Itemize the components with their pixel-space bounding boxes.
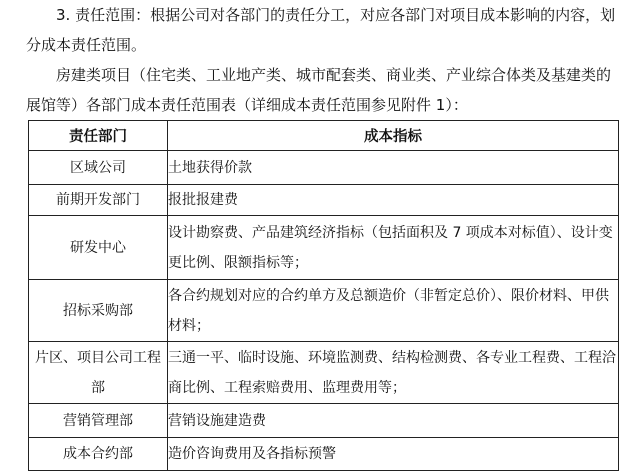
table-row [29,216,619,280]
metric-cell: 各合约规划对应的合约单方及总额造价（非暂定总价）、限价材料、甲供材料； [168,280,619,342]
metric-cell: 报批报建费 [168,185,619,216]
table-row [29,404,619,438]
paragraph-text: 3. 责任范围：根据公司对各部门的责任分工，对应各部门对项目成本影响的内容，划分成本责任范围。 [26,6,616,54]
metric-cell: 设计勘察费、产品建筑经济指标（包括面积及 7 项成本对标值）、设计变更比例、限额指标等； [168,216,619,280]
table-row [29,151,619,185]
table-row [29,185,619,216]
dept-cell: 区域公司 [29,151,168,185]
dept-cell: 营销管理部 [29,404,168,438]
metric-cell: 三通一平、临时设施、环境监测费、结构检测费、各专业工程费、工程洽商比例、工程索赔费用、监理费用等； [168,342,619,404]
metric-cell: 土地获得价款 [168,151,619,185]
dept-cell: 成本合约部 [29,438,168,471]
table-header-row [29,121,619,151]
dept-cell: 研发中心 [29,216,168,280]
dept-cell: 前期开发部门 [29,185,168,216]
dept-cell: 招标采购部 [29,280,168,342]
header-metric: 成本指标 [168,121,619,151]
cost-responsibility-table [28,120,619,471]
responsibility-scope-paragraph [26,0,620,60]
project-type-paragraph [26,60,620,120]
table-row [29,438,619,471]
metric-cell: 造价咨询费用及各指标预警 [168,438,619,471]
table-row [29,342,619,404]
table-row [29,280,619,342]
dept-cell: 片区、项目公司工程部 [29,342,168,404]
paragraph-text: 房建类项目（住宅类、工业地产类、城市配套类、商业类、产业综合体类及基建类的展馆等）各部门成本责任范围表（详细成本责任范围参见附件 1）： [26,66,612,114]
header-dept: 责任部门 [29,121,168,151]
metric-cell: 营销设施建造费 [168,404,619,438]
